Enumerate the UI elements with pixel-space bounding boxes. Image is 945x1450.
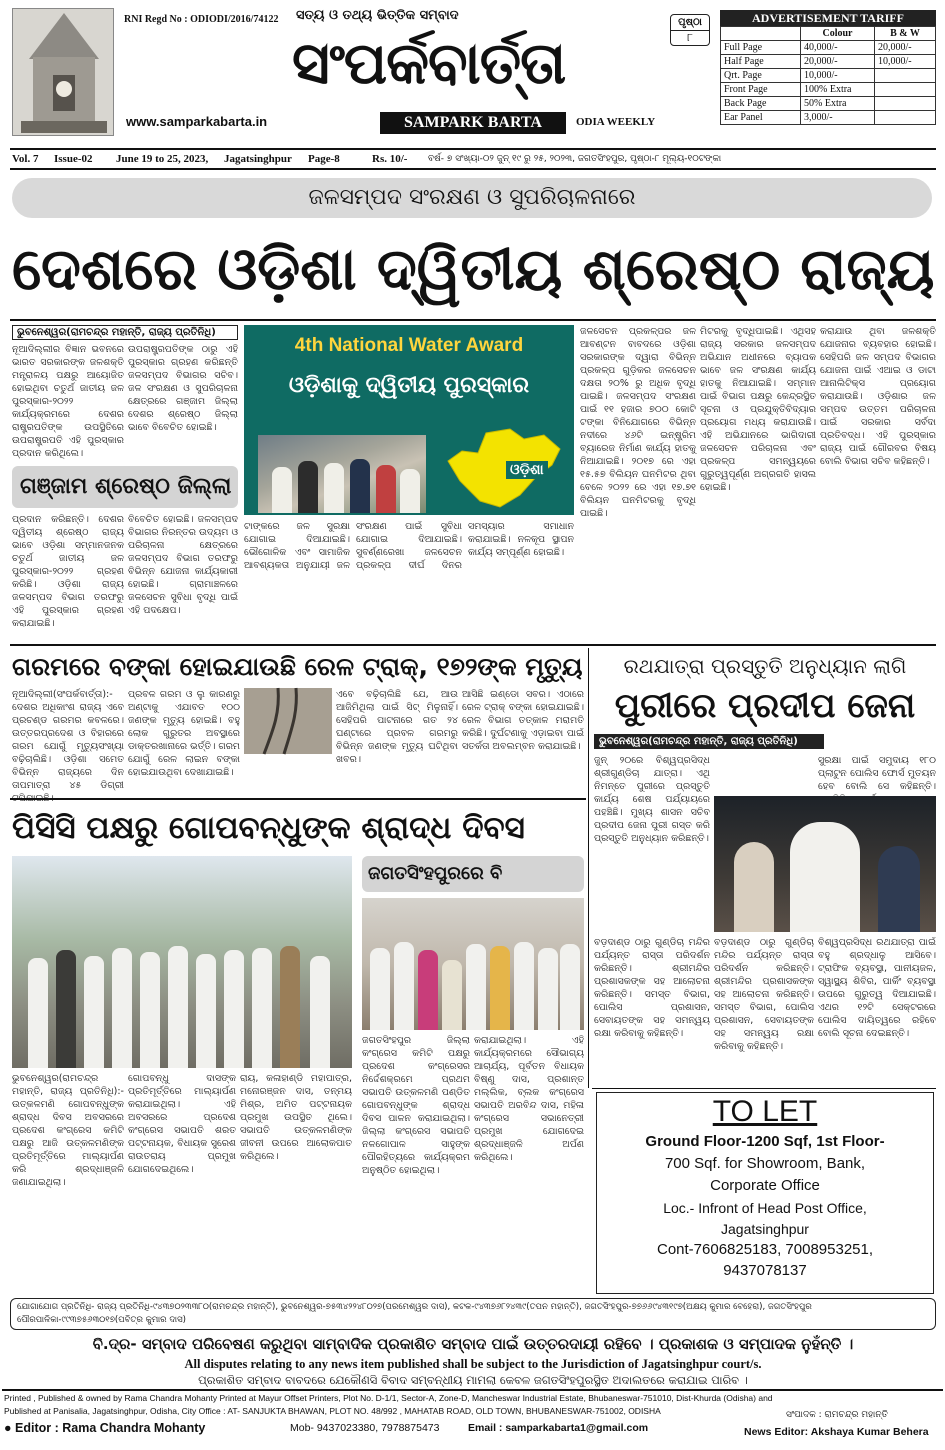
email-address[interactable]: Email : samparkabarta1@gmail.com (468, 1422, 649, 1434)
pcc-col4: ଜଗତସିଂହପୁର ଜିଲ୍ଲା କଂଗ୍ରେସ କମିଟି ପକ୍ଷରୁ ପ୍ରଦେଶ କଂଗ୍ରେସର ନିର୍ଦ୍ଦେଶକ୍ରମେ ପ୍ରଥମ ସଭାପତି ଉତ୍କଳମଣି ପଣ୍ଡିତ ଗୋପବନ୍ଧୁଙ୍କ ଶ୍ରାଦ୍ଧ ଦିବସ ପାଳନ କରାଯାଇଥିଲା। ଜିଲ୍ଲା କଂଗ୍ରେସ ସଭାପତି ନଳଗୋପାଳ ସାହୁଙ୍କ ପୌରହିତ୍ୟରେ କାର୍ଯ୍ୟକ୍ରମ ଅନୁଷ୍ଠିତ ହୋଇଥିଲା। (362, 1035, 470, 1176)
tariff-heading: ADVERTISEMENT TARIFF (720, 10, 936, 26)
imprint-line1: Printed , Published & owned by Rama Chandra Mohanty Printed at Mayur Offset Printers, Plot No. D-1/1, Sector-A, Zone-D, Mancheswar Industrial Estate, Bhubaneswar-751010, Dist-Khurda (Odisha) and (4, 1393, 773, 1403)
map-label: ଓଡ଼ିଶା (506, 461, 548, 479)
pcc-subhead-box (362, 856, 584, 892)
tariff-bw: 20,000/- (875, 41, 936, 55)
tariff-label: Ear Panel (721, 111, 801, 125)
to-let-line4: Loc.- Infront of Head Post Office, (663, 1200, 867, 1216)
jurisdiction-en: All disputes relating to any news item published shall be subject to the Jurisdiction of Jagatsinghpur court/s. (184, 1357, 762, 1371)
tariff-row (721, 97, 936, 111)
tariff-bw (875, 97, 936, 111)
rule (592, 1088, 936, 1089)
tariff-header-row (721, 27, 936, 41)
tariff-col-bw: B & W (875, 27, 936, 41)
rule (10, 319, 936, 321)
rail-track-photo (244, 688, 332, 754)
rail-col1: ନୂଆଦିଲ୍ଲୀ(ସଂପର୍କବାର୍ତ୍ତା):- ଦେଶର ଅଧିକାଂଶ ରାଜ୍ୟ ଏବେ ପ୍ରଚଣ୍ଡ ଗରମର କବଳରେ। ଉତ୍ତରପ୍ରଦେଶ ଓ ବିହାରରେ ଗରମ ଯୋଗୁଁ ମୃତ୍ୟୁସଂଖ୍ୟା ବଢ଼ିଚାଲିଛି। ଓଡ଼ିଶା ସମେତ ବିଭିନ୍ନ ରାଜ୍ୟରେ ଦିନ ତାପମାତ୍ରା ୪୫ ଡିଗ୍ରୀ (12, 689, 124, 791)
rath-photo (714, 796, 936, 932)
tariff-row (721, 83, 936, 97)
rail-headline: ଗରମରେ ବଙ୍କା ହୋଇଯାଉଛି ରେଳ ଟ୍ରାକ୍, ୧୭୨ଙ୍କ ମୃତ୍ୟୁ (12, 652, 583, 681)
rath-col4: ବିଶ୍ୱପ୍ରସିଦ୍ଧ ରଥଯାତ୍ରା ପାଇଁ ବହୁ ଶ୍ରଦ୍ଧାଳୁ ଆସିବେ। ଟ୍ରାଫିକ ବ୍ୟବସ୍ଥା, ପାନୀୟଜଳ, ସ୍ୱାସ୍ଥ୍ୟ ଶିବିର, ପାର୍କିଂ ବ୍ୟବସ୍ଥା ଉପରେ ଗୁରୁତ୍ୱ ଦିଆଯାଇଛି। ଏଥର ୧୨ଟି ସେକ୍ଟରରେ ପୋଲିସ ଦାୟିତ୍ୱରେ ରହିବେ ବୋଲି ସୂଚନା ଦେଇଛନ୍ତି। (818, 937, 936, 1039)
pcc-headline: ପିସିସି ପକ୍ଷରୁ ଗୋପବନ୍ଧୁଙ୍କ ଶ୍ରାଦ୍ଧ ଦିବସ (12, 810, 525, 846)
temple-logo (12, 8, 114, 136)
editor-name: ● Editor : Rama Chandra Mohanty (4, 1421, 206, 1435)
dateline-vol: Vol. 7 (12, 153, 39, 165)
to-let-line6: Cont-7606825183, 7008953251, (656, 1241, 874, 1258)
page-number-box (670, 14, 710, 46)
lead-col4: ମିଟରକୁ ବୃଦ୍ଧିପାଇଛି। ଏଥିସହ ରାଜ୍ୟ ସରକାର ଜଳସମ୍ପଦ ଅଭିଯାନ ଅଧୀନରେ ବ୍ୟାପକ ଭାବେ ଜଳ ସଂରକ୍ଷଣ କାର୍ଯ୍ୟ ହାତକୁ ନିଆଯାଇଛି। ସମ୍ମାନ ପାଇଁ ବିଭାଗ ପକ୍ଷରୁ କେନ୍ଦ୍ରସ୍ଥିତ ସୂଚନା ଓ ପ୍ରଯୁକ୍ତିବିଦ୍ୟାର ପ୍ରୟୋଗ ମଧ୍ୟ କରାଯାଉଛି। ଏହି ଅଭିଯାନରେ ଭାଗିଦାରୀ ଜଳସେଚନ ପରିଚାଳନା ଏବଂ ପ୍ରକଳ୍ପ ସମନ୍ୱୟରେ ଗୁରୁତ୍ୱପୂର୍ଣ୍ଣ ଅଗ୍ରଗତି ହାସଲ ହୋଇଛି। (700, 326, 816, 493)
dateline-place: Jagatsinghpur (224, 153, 292, 165)
tariff-bw: 10,000/- (875, 55, 936, 69)
tariff-colour: 3,000/- (801, 111, 875, 125)
contacts-bar (10, 1298, 936, 1330)
dateline-dates: June 19 to 25, 2023, (116, 153, 209, 165)
title-english: SAMPARK BARTA (404, 114, 542, 131)
odisha-map-icon (440, 421, 570, 511)
rath-headline: ପୁରୀରେ ପ୍ରଦୀପ ଜେନା (614, 686, 916, 726)
tariff-label: Full Page (721, 41, 801, 55)
lead-col-mid: ଟାଙ୍କରେ ଜଳ ସୁରକ୍ଷା ଯୋଗାଇ ଦିଆଯାଇଛି। ଭୌଗୋଳିକ ଏବଂ ସାମାଜିକ ଆବଶ୍ୟକତା ଅନୁଯାୟୀ ଜଳ ସଂରକ୍ଷଣ ପାଇଁ ସୁବିଧା ଯୋଗାଇ ଦିଆଯାଇଛି। ସୁବର୍ଣ୍ଣରେଖା ଜଳସେଚନ ପ୍ରକଳ୍ପ ଦୀର୍ଘ ଦିନର ସମସ୍ୟାର ସମାଧାନ କରାଯାଇଛି। ନଳକୂପ ସ୍ଥାପନ କାର୍ଯ୍ୟ ସମ୍ପୂର୍ଣ୍ଣ ହୋଇଛି। (244, 521, 574, 571)
tariff-bw (875, 69, 936, 83)
rail-col3: ଏବେ ବଢ଼ିଚାଲିଛି ଯେ, ଆଉ ଆଜିମିଥିଲା ପାଇଁ ସିଟ୍ ମିଳୁନାହିଁ। ସେହିପରି ପାଟନାରେ ଗତ ୨୪ ଘଣ୍ଟାରେ ପ୍ରବଳ ଗରମରୁ ବିଭିନ୍ନ ଜଣଙ୍କ ମୃତ୍ୟୁ ଘଟିଥିବା ଖବର। (336, 689, 458, 765)
odia-weekly: ODIA WEEKLY (576, 116, 656, 128)
sampadak-label: ସଂପାଦକ : ରାମଚନ୍ଦ୍ର ମହାନ୍ତି (786, 1410, 888, 1420)
lead-headline: ଦେଶରେ ଓଡ଼ିଶା ଦ୍ୱିତୀୟ ଶ୍ରେଷ୍ଠ ରାଜ୍ୟ (12, 235, 935, 303)
rail-col2: ପ୍ରବଳ ଗରମ ଓ ଲୁ କାରଣରୁ ଅଣ୍ଟାକୁ ଏଯାବତ ୧୦୦ ଜଣଙ୍କ ମୃତ୍ୟୁ ହୋଇଛି। ବହୁ ଲୋକ ଗୁରୁତର ଅବସ୍ଥାରେ ଡାକ୍ତରଖାନାରେ ଭର୍ତ୍ତି। ଗରମ ଯୋଗୁଁ ରେଳ ଲାଇନ ବଙ୍କା ହୋଇଯାଉଥିବା ଦେଖାଯାଇଛି। (128, 689, 241, 778)
to-let-ad (596, 1092, 934, 1294)
rath-byline: ଭୁବନେଶ୍ୱର(ରାମଚନ୍ଦ୍ର ମହାନ୍ତି, ରାଜ୍ୟ ପ୍ରତିନିଧି) (594, 734, 824, 749)
lead-col5: କରାଯାଉ ଥିବା ଜଳଶକ୍ତି ଯୋଜନାର ବ୍ୟବହାର ହୋଇଛି। ସେହିପରି ଜଳ ସମ୍ପଦ ବିଭାଗର ଯୋଜନା ପାଇଁ ଏଆଇ ଓ ଡାଟା ଆନାଲିଟିକ୍ସ ପ୍ରୟୋଗ କରାଯାଉଛି। ଓଡ଼ିଶାର ଜଳ ସମ୍ପଦ ଉତ୍ତମ ପରିଚାଳନା ପାଇଁ ସରକାର ସର୍ବଦା ପ୍ରତିବଦ୍ଧ। ଏହି ପୁରସ୍କାର ରାଜ୍ୟ ପାଇଁ ଗୌରବର ବିଷୟ ବୋଲି ବିଭାଗ ସଚିବ କହିଛନ୍ତି। (820, 326, 936, 467)
imprint-line2: Published at Panisalia, Jagatsinghpur, Odisha, City Office : AT- SANJUKTA BHAWAN, PLOT NO. 48/992 , MAHATAB ROAD, OLD TOWN, BHUBANESWAR-751002, ODISHA (4, 1406, 661, 1416)
lead-col1: ନୂଆଦିଲ୍ଲୀର ବିଜ୍ଞାନ ଭବନରେ ଭାରତ ସରକାରଙ୍କ ଜଳଶକ୍ତି ମନ୍ତ୍ରାଳୟ ପକ୍ଷରୁ ଆୟୋଜିତ ହୋଇଥିବା ଚତୁର୍ଥ ଜାତୀୟ ଜଳ ପୁରସ୍କାର-୨୦୨୨ କାର୍ଯ୍ୟକ୍ରମରେ ଦେଶର ରାଷ୍ଟ୍ରପତିଙ୍କ ଉପସ୍ଥିତିରେ ଉପରାଷ୍ଟ୍ରପତି ଏହି ପୁରସ୍କାର ପ୍ରଦାନ କରିଥିଲେ। (12, 344, 124, 459)
pcc-photo-2 (362, 898, 584, 1030)
lead-col2b: ବିବେଚିତ ହୋଇଛି। ଜଳସମ୍ପଦ ବିଭାଗର ନିରନ୍ତର ଉଦ୍ୟମ ଓ ପରିଚାଳନା କ୍ଷେତ୍ରରେ ଜଳସମ୍ପଦ ବିଭାଗ ତରଫରୁ ବିଭିନ୍ନ ଯୋଜନା କାର୍ଯ୍ୟକାରୀ ହୋଇଛି। ଗ୍ରାମାଞ୍ଚଳରେ ଜଳସେଚନ ସୁବିଧା ବୃଦ୍ଧି ପାଇଁ ଏହି ପଦକ୍ଷେପ। (128, 514, 238, 616)
tariff-bw (875, 111, 936, 125)
pcc-col5: କରାଯାଇଥିଲା। ଏହି କାର୍ଯ୍ୟକ୍ରମରେ ସୌଭାଗ୍ୟ ଆଚାର୍ଯ୍ୟ, ପୂର୍ବତନ ବିଧାୟକ ବିଷ୍ଣୁ ଦାସ, ପ୍ରଶାନ୍ତ ମଲ୍ଲିକ, ବ୍ଲକ କଂଗ୍ରେସ ସଭାପତି ଅରବିନ୍ଦ ଦାସ, ମହିଳା କଂଗ୍ରେସ ସଭାନେତ୍ରୀ ପ୍ରମୁଖ ଯୋଗଦେଇ ଶ୍ରଦ୍ଧାଞ୍ଜଳି ଅର୍ପଣ କରିଥିଲେ। (474, 1035, 584, 1163)
rath-kicker: ରଥଯାତ୍ରା ପ୍ରସ୍ତୁତି ଅନୁଧ୍ୟାନ ଲାଗି (623, 654, 907, 678)
tariff-table (720, 26, 936, 125)
masthead (0, 0, 945, 146)
tariff-label: Half Page (721, 55, 801, 69)
disclaimer-odia: ବି.ଦ୍ର- ସମ୍ବାଦ ପରିବେଷଣ କରୁଥିବା ସାମ୍ବାଦିକ ପ୍ରକାଶିତ ସମ୍ବାଦ ପାଇଁ ଉତ୍ତରଦାୟୀ ରହିବେ । ପ୍ରକାଶକ ଓ ସମ୍ପାଦକ ନୁହଁନ୍ତି । (92, 1335, 854, 1353)
rule (10, 798, 586, 800)
page-box-label: ପୃଷ୍ଠା (678, 17, 702, 28)
to-let-line7: 9437078137 (723, 1262, 807, 1279)
lead-col2: ଉପରାଷ୍ଟ୍ରପତିଙ୍କ ଠାରୁ ଏହି ପୁରସ୍କାର ଗ୍ରହଣ କରିଛନ୍ତି ଜଳସମ୍ପଦ ବିଭାଗର ସଚିବ। ଜଳ ସଂରକ୍ଷଣ ଓ ସୁପରିଚାଳନା କ୍ଷେତ୍ରରେ ଗଞ୍ଜାମ ଜିଲ୍ଲା ଦେଶର ଶ୍ରେଷ୍ଠ ଜିଲ୍ଲା ଭାବେ ବିବେଚିତ ହୋଇଛି। (128, 344, 238, 433)
tariff-label: Front Page (721, 83, 801, 97)
to-let-line5: Jagatsinghpur (721, 1221, 809, 1237)
tariff-label: Qrt. Page (721, 69, 801, 83)
tariff-colour: 20,000/- (801, 55, 875, 69)
lead-col3: ଜଳସେଚନ ପ୍ରକଳ୍ପର ଜଳ ଆବଣ୍ଟନ ବାବଦରେ ଓଡ଼ିଶା ସରକାରଙ୍କ ଦ୍ୱାରା ବିଭିନ୍ନ ପ୍ରକଳ୍ପ ଗୁଡ଼ିକର ଜଳସେଚନ ଦକ୍ଷତା ୨୦% ରୁ ଅଧିକ ବୃଦ୍ଧି ପାଇଛି। ଜଳସମ୍ପଦ ସଂରକ୍ଷଣ ପାଇଁ ୧୧ ହଜାର ୭୦୦ କୋଟି ଟଙ୍କା ବିନିଯୋଗରେ ବିଭିନ୍ନ ନଦୀରେ ୪୬ଟି ଇନ୍‌ଷ୍ଟ୍ରିମ ବ୍ୟାରେଜ ନିର୍ମାଣ କାର୍ଯ୍ୟ ହାତକୁ ନିଆଯାଇଛି। ୨୦୧୭ ରେ ଏହା ୧୫.୫୭ ବିଲିୟନ ଘନମିଟର ଥିବା ବେଳେ ୨୦୨୨ ରେ ଏହା ୧୭.୭୧ ବିଲିୟନ ଘନମିଟରକୁ ବୃଦ୍ଧି ପାଇଛି। (580, 326, 696, 519)
website-link[interactable]: www.samparkabarta.in (126, 114, 268, 129)
tariff-row (721, 69, 936, 83)
tariff-colour: 100% Extra (801, 83, 875, 97)
tariff-col-colour: Colour (801, 27, 875, 41)
advertisement-tariff (720, 10, 936, 125)
lead-kicker: ଜଳସମ୍ପଦ ସଂରକ୍ଷଣ ଓ ସୁପରିଚାଳନାରେ (308, 185, 636, 210)
rule (588, 648, 589, 1088)
dateline-issue: Issue-02 (54, 153, 93, 165)
to-let-title: TO LET (712, 1095, 818, 1128)
pcc-col2: ଗୋପବନ୍ଧୁ ଦାସଙ୍କ ପ୍ରତିମୂର୍ତ୍ତିରେ ମାଲ୍ୟାର୍ପଣ କରାଯାଇଥିଲା। ଏହି ଅବସରରେ ପ୍ରଦେଶ କଂଗ୍ରେସ ସଭାପତି ଶରତ ପଟ୍ଟନାୟକ, ବିଧାୟକ ସୁରେଶ ରାଉତରାୟ ପ୍ରମୁଖ ଯୋଗଦେଇଥିଲେ। (128, 1073, 236, 1175)
award-graphic (244, 325, 574, 515)
dateline-price: Rs. 10/- (372, 153, 408, 165)
dateline-odia: ବର୍ଷ- ୭ ସଂଖ୍ୟା-୦୨ ଜୁନ୍ ୧୯ ରୁ ୨୫, ୨୦୨୩, ଜଗତସିଂହପୁର, ପୃଷ୍ଠା-୮ ମୂଲ୍ୟ-୧୦ଟଙ୍କା (428, 154, 722, 164)
lead-subhead: ଗଞ୍ଜାମ ଶ୍ରେଷ୍ଠ ଜିଲ୍ଲା (20, 474, 232, 499)
newspaper-title: ସଂପର୍କବାର୍ତ୍ତା (292, 29, 566, 97)
lead-kicker-pill (12, 178, 932, 218)
to-let-line1: Ground Floor-1200 Sqf, 1st Floor- (645, 1133, 885, 1150)
dateline-bar (10, 148, 936, 170)
tariff-colour: 40,000/- (801, 41, 875, 55)
tariff-bw (875, 83, 936, 97)
tariff-corner (721, 27, 801, 41)
title-english-bar (380, 112, 566, 134)
tariff-label: Back Page (721, 97, 801, 111)
dateline-page: Page-8 (308, 153, 340, 165)
rath-col3: ବଡ଼ଦାଣ୍ଡ ଠାରୁ ଗୁଣ୍ଡିଚା ମନ୍ଦିର ପର୍ଯ୍ୟନ୍ତ ରାସ୍ତା ପରିଦର୍ଶନ କରିଛନ୍ତି। ଶ୍ରୀମନ୍ଦିର ପ୍ରଶାସକଙ୍କ ସହ ଆଲୋଚନା କରିଛନ୍ତି। ସମସ୍ତ ବିଭାଗ, ପୋଲିସ ପ୍ରଶାସନ, ସେବାୟତଙ୍କ ସହ ସମନ୍ୱୟ ରକ୍ଷା କରିବାକୁ କହିଛନ୍ତି। (594, 937, 710, 1039)
award-odia: ଓଡ଼ିଶାକୁ ଦ୍ୱିତୀୟ ପୁରସ୍କାର (288, 373, 530, 398)
pcc-subhead: ଜଗତସିଂହପୁରରେ ବି (368, 863, 503, 884)
mobile-numbers: Mob- 9437023380, 7978875473 (290, 1422, 440, 1434)
rath-col2: ସୁରକ୍ଷା ପାଇଁ ସମୁଦାୟ ୧୮୦ ପ୍ଲାଟୁନ ପୋଲିସ ଫୋର୍ସ ମୁତୟନ ହେବ ବୋଲି ସେ କହିଛନ୍ତି। (818, 755, 936, 792)
pcc-photo-1 (12, 856, 352, 1068)
rail-col4: ଆସିଛି ଇଣ୍ଡୋ ସବର। ଏଠାରେ ରେଳ ଟ୍ରାକ୍ ବଙ୍କା ହୋଇଯାଇଛି। ରେଳ ବିଭାଗ ତତ୍କାଳ ମରାମତି କରିଛି। ଦୁର୍ଘଟଣାକୁ ଏଡ଼ାଇବା ପାଇଁ ସତର୍କତା ଅବଲମ୍ବନ କରାଯାଇଛି। (462, 689, 584, 752)
news-editor: News Editor: Akshaya Kumar Behera (744, 1426, 929, 1438)
rni-number: RNI Regd No : ODIODI/2016/74122 (124, 14, 279, 25)
tariff-colour: 10,000/- (801, 69, 875, 83)
rule (10, 644, 936, 646)
rath-col3b: ବଡ଼ଦାଣ୍ଡ ଠାରୁ ଗୁଣ୍ଡିଚା ମନ୍ଦିର ପର୍ଯ୍ୟନ୍ତ ରାସ୍ତା ପରିଦର୍ଶନ କରିଛନ୍ତି। ଶ୍ରୀମନ୍ଦିର ପ୍ରଶାସକଙ୍କ ସହ ଆଲୋଚନା କରିଛନ୍ତି। ସମସ୍ତ ବିଭାଗ, ପୋଲିସ ପ୍ରଶାସନ, ସେବାୟତଙ୍କ ସହ ସମନ୍ୱୟ ରକ୍ଷା କରିବାକୁ କହିଛନ୍ତି। (714, 937, 814, 1052)
rule (2, 1389, 943, 1391)
award-title: 4th National Water Award (294, 335, 524, 356)
pcc-col3: ରାୟ, କଳାହାଣ୍ଡି ମହାପାତ୍ର, ମନୋରଞ୍ଜନ ଦାସ, ତନ୍ମୟ ମିଶ୍ର, ଅମିତ ପଟ୍ଟନାୟକ ପ୍ରମୁଖ ଉପସ୍ଥିତ ଥିଲେ। ସଭାପତି ଉତ୍କଳମଣିଙ୍କ ଜୀବନୀ ଉପରେ ଆଲୋକପାତ କରିଥିଲେ। (240, 1073, 352, 1162)
tariff-row (721, 111, 936, 125)
to-let-line3: Corporate Office (710, 1177, 820, 1194)
tariff-row (721, 55, 936, 69)
award-photo (258, 435, 426, 513)
rath-col1: ଜୁନ୍ ୨୦ରେ ବିଶ୍ୱପ୍ରସିଦ୍ଧ ଶ୍ରୀଗୁଣ୍ଡିଚା ଯାତ୍ରା। ଏଥି ନିମନ୍ତେ ପୁରୀରେ ପ୍ରସ୍ତୁତି କାର୍ଯ୍ୟ ଶେଷ ପର୍ଯ୍ୟାୟରେ ପହଞ୍ଚିଛି। ମୁଖ୍ୟ ଶାସନ ସଚିବ ପ୍ରଦୀପ ଜେନା ପୁରୀ ଗସ୍ତ କରି ପ୍ରସ୍ତୁତି ଅନୁଧ୍ୟାନ କରିଛନ୍ତି। (594, 755, 710, 844)
lead-subhead-box (12, 466, 238, 508)
tagline: ସତ୍ୟ ଓ ତଥ୍ୟ ଭିତ୍ତିକ ସମ୍ବାଦ (296, 8, 459, 23)
lead-col1b: ପ୍ରଦାନ କରିଛନ୍ତି। ଦେଶର ଦ୍ୱିତୀୟ ଶ୍ରେଷ୍ଠ ରାଜ୍ୟ ଭାବେ ଓଡ଼ିଶା ସମ୍ମାନଜନକ ଚତୁର୍ଥ ଜାତୀୟ ଜଳ ପୁରସ୍କାର-୨୦୨୨ ଗ୍ରହଣ କରିଛି। ଓଡ଼ିଶା ରାଜ୍ୟ ଜଳସମ୍ପଦ ବିଭାଗ ତରଫରୁ ଏହି ପୁରସ୍କାର ଗ୍ରହଣ କରାଯାଇଛି। (12, 514, 124, 629)
page-box-number: ୮ (671, 30, 709, 45)
contacts-text: ଯୋଗାଯୋଗ ପ୍ରତିନିଧି- ରାଜ୍ୟ ପ୍ରତିନିଧି-୯୪୩୭୦୨୩୩୮୦(ରାମଚନ୍ଦ୍ର ମହାନ୍ତି), ଭୁବନେଶ୍ୱର-୭୫୩୪୨୨୪୮୦୨୭(ପରମେଶ୍ୱର ଦାସ), କଟକ-୯୪୩୭୬୮୨୪୩୯(ତପନ ମହାନ୍ତି), ଜଗତସିଂହପୁର-୭୭୬୬୯୪୩୧୯୭(ଅକ୍ଷୟ କୁମାର ବେହେରା), ଜଗତସିଂହପୁର ପୌରପାଳିକା-୯୯୩୭୫୬୩୦୧୭(ପବିତ୍ର କୁମାର ଦାସ) (17, 1302, 812, 1325)
tariff-row (721, 41, 936, 55)
jurisdiction-odia: ପ୍ରକାଶିତ ସମ୍ବାଦ ବାବଦରେ ଯେକୌଣସି ବିବାଦ ସମ୍ବନ୍ଧୀୟ ମାମଲା କେବଳ ଜଗତସିଂହପୁରସ୍ଥିତ ଅଦାଲତରେ କରାଯାଇ ପାରିବ । (198, 1373, 748, 1387)
tariff-colour: 50% Extra (801, 97, 875, 111)
pcc-col1: ଭୁବନେଶ୍ୱର(ରାମଚନ୍ଦ୍ର ମହାନ୍ତି, ରାଜ୍ୟ ପ୍ରତିନିଧି):- ଉତ୍କଳମଣି ଗୋପବନ୍ଧୁଙ୍କ ଶ୍ରାଦ୍ଧ ଦିବସ ଅବସରରେ ପ୍ରଦେଶ କଂଗ୍ରେସ କମିଟି ପକ୍ଷରୁ ଆଜି ଉତ୍କଳମଣିଙ୍କ ପ୍ରତିମୂର୍ତ୍ତିରେ ମାଲ୍ୟାର୍ପଣ କରି ଶ୍ରଦ୍ଧାଞ୍ଜଳି ଜଣାଯାଇଥିଲା। (12, 1073, 124, 1188)
lead-byline: ଭୁବନେଶ୍ୱର(ରାମଚନ୍ଦ୍ର ମହାନ୍ତି, ରାଜ୍ୟ ପ୍ରତିନିଧି) (12, 325, 238, 340)
to-let-line2: 700 Sqf. for Showroom, Bank, (664, 1155, 866, 1172)
